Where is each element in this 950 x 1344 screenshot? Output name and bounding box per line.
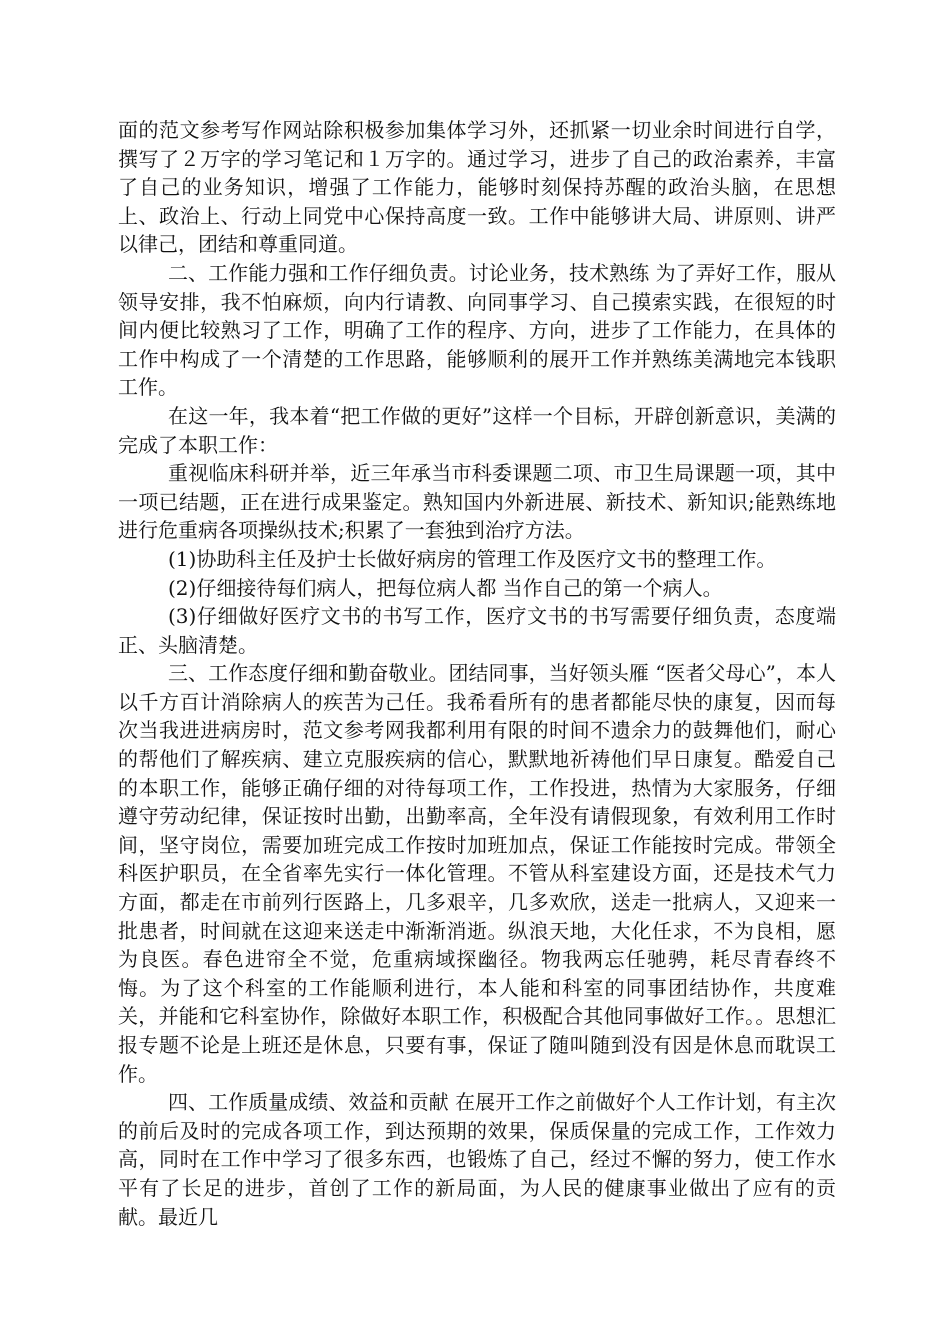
- paragraph-8: 三、工作态度仔细和勤奋敬业。团结同事，当好领头雁 “医者父母心”，本人以千方百计消除病人的疾苦为己任。我希看所有的患者都能尽快的康复，因而每次当我进进病房时，范文参考网我都利用有限的时间不遗余力的鼓舞他们，耐心的帮他们了解疾病、建立克服疾病的信心，默默地祈祷他们早日康复。酷爱自己的本职工作，能够正确仔细的对待每项工作，工作投进，热情为大家服务，仔细遵守劳动纪律，保证按时出勤，出勤率高，全年没有请假现象，有效利用工作时间，坚守岗位，需要加班完成工作按时加班加点，保证工作能按时完成。带领全科医护职员，在全省率先实行一体化管理。不管从科室建设方面，还是技术气力方面，都走在市前列行医路上，几多艰辛，几多欢欣，送走一批病人，又迎来一批患者，时间就在这迎来送走中渐渐消逝。纵浪天地，大化任求，不为良相，愿为良医。春色进帘全不觉，危重病域探幽径。物我两忘任驰骋，耗尽青春终不悔。为了这个科室的工作能顺利进行，本人能和科室的同事团结协作，共度难关，并能和它科室协作，除做好本职工作，积极配合其他同事做好工作。。思想汇报专题不论是上班还是休息，只要有事，保证了随叫随到没有因是休息而耽误工作。: [118, 661, 836, 1086]
- paragraph-2: 二、工作能力强和工作仔细负责。讨论业务，技术熟练 为了弄好工作，服从领导安排，我不怕麻烦，向内行请教、向同事学习、自己摸索实践，在很短的时间内便比较熟习了工作，明确了工作的程序、方向，进步了工作能力，在具体的工作中构成了一个清楚的工作思路，能够顺利的展开工作并熟练美满地完本钱职工作。: [118, 260, 836, 400]
- paragraph-1: 面的范文参考写作网站除积极参加集体学习外，还抓紧一切业余时间进行自学，撰写了２万字的学习笔记和１万字的。通过学习，进步了自己的政治素养，丰富了自己的业务知识，增强了工作能力，能够时刻保持苏醒的政治头脑，在思想上、政治上、行动上同党中心保持高度一致。工作中能够讲大局、讲原则、讲严以律己，团结和尊重同道。: [118, 118, 836, 257]
- paragraph-7: (3)仔细做好医疗文书的书写工作，医疗文书的书写需要仔细负责，态度端正、头脑清楚。: [118, 604, 836, 657]
- paragraph-9: 四、工作质量成绩、效益和贡献 在展开工作之前做好个人工作计划，有主次的前后及时的完成各项工作，到达预期的效果，保质保量的完成工作，工作效力高，同时在工作中学习了很多东西，也锻炼了自己，经过不懈的努力，使工作水平有了长足的进步，首创了工作的新局面，为人民的健康事业做出了应有的贡献。最近几: [118, 1090, 836, 1229]
- document-body: [118, 116, 836, 1231]
- paragraph-4: 重视临床科研并举，近三年承当市科委课题二项、市卫生局课题一项，其中一项已结题，正在进行成果鉴定。熟知国内外新进展、新技术、新知识;能熟练地进行危重病各项操纵技术;积累了一套独到治疗方法。: [118, 461, 836, 543]
- paragraph-6: (2)仔细接待每们病人，把每位病人都 当作自己的第一个病人。: [168, 575, 723, 600]
- paragraph-5: (1)协助科主任及护士长做好病房的管理工作及医疗文书的整理工作。: [168, 546, 777, 571]
- paragraph-3: 在这一年，我本着“把工作做的更好”这样一个目标，开辟创新意识，美满的完成了本职工作：: [118, 403, 836, 457]
